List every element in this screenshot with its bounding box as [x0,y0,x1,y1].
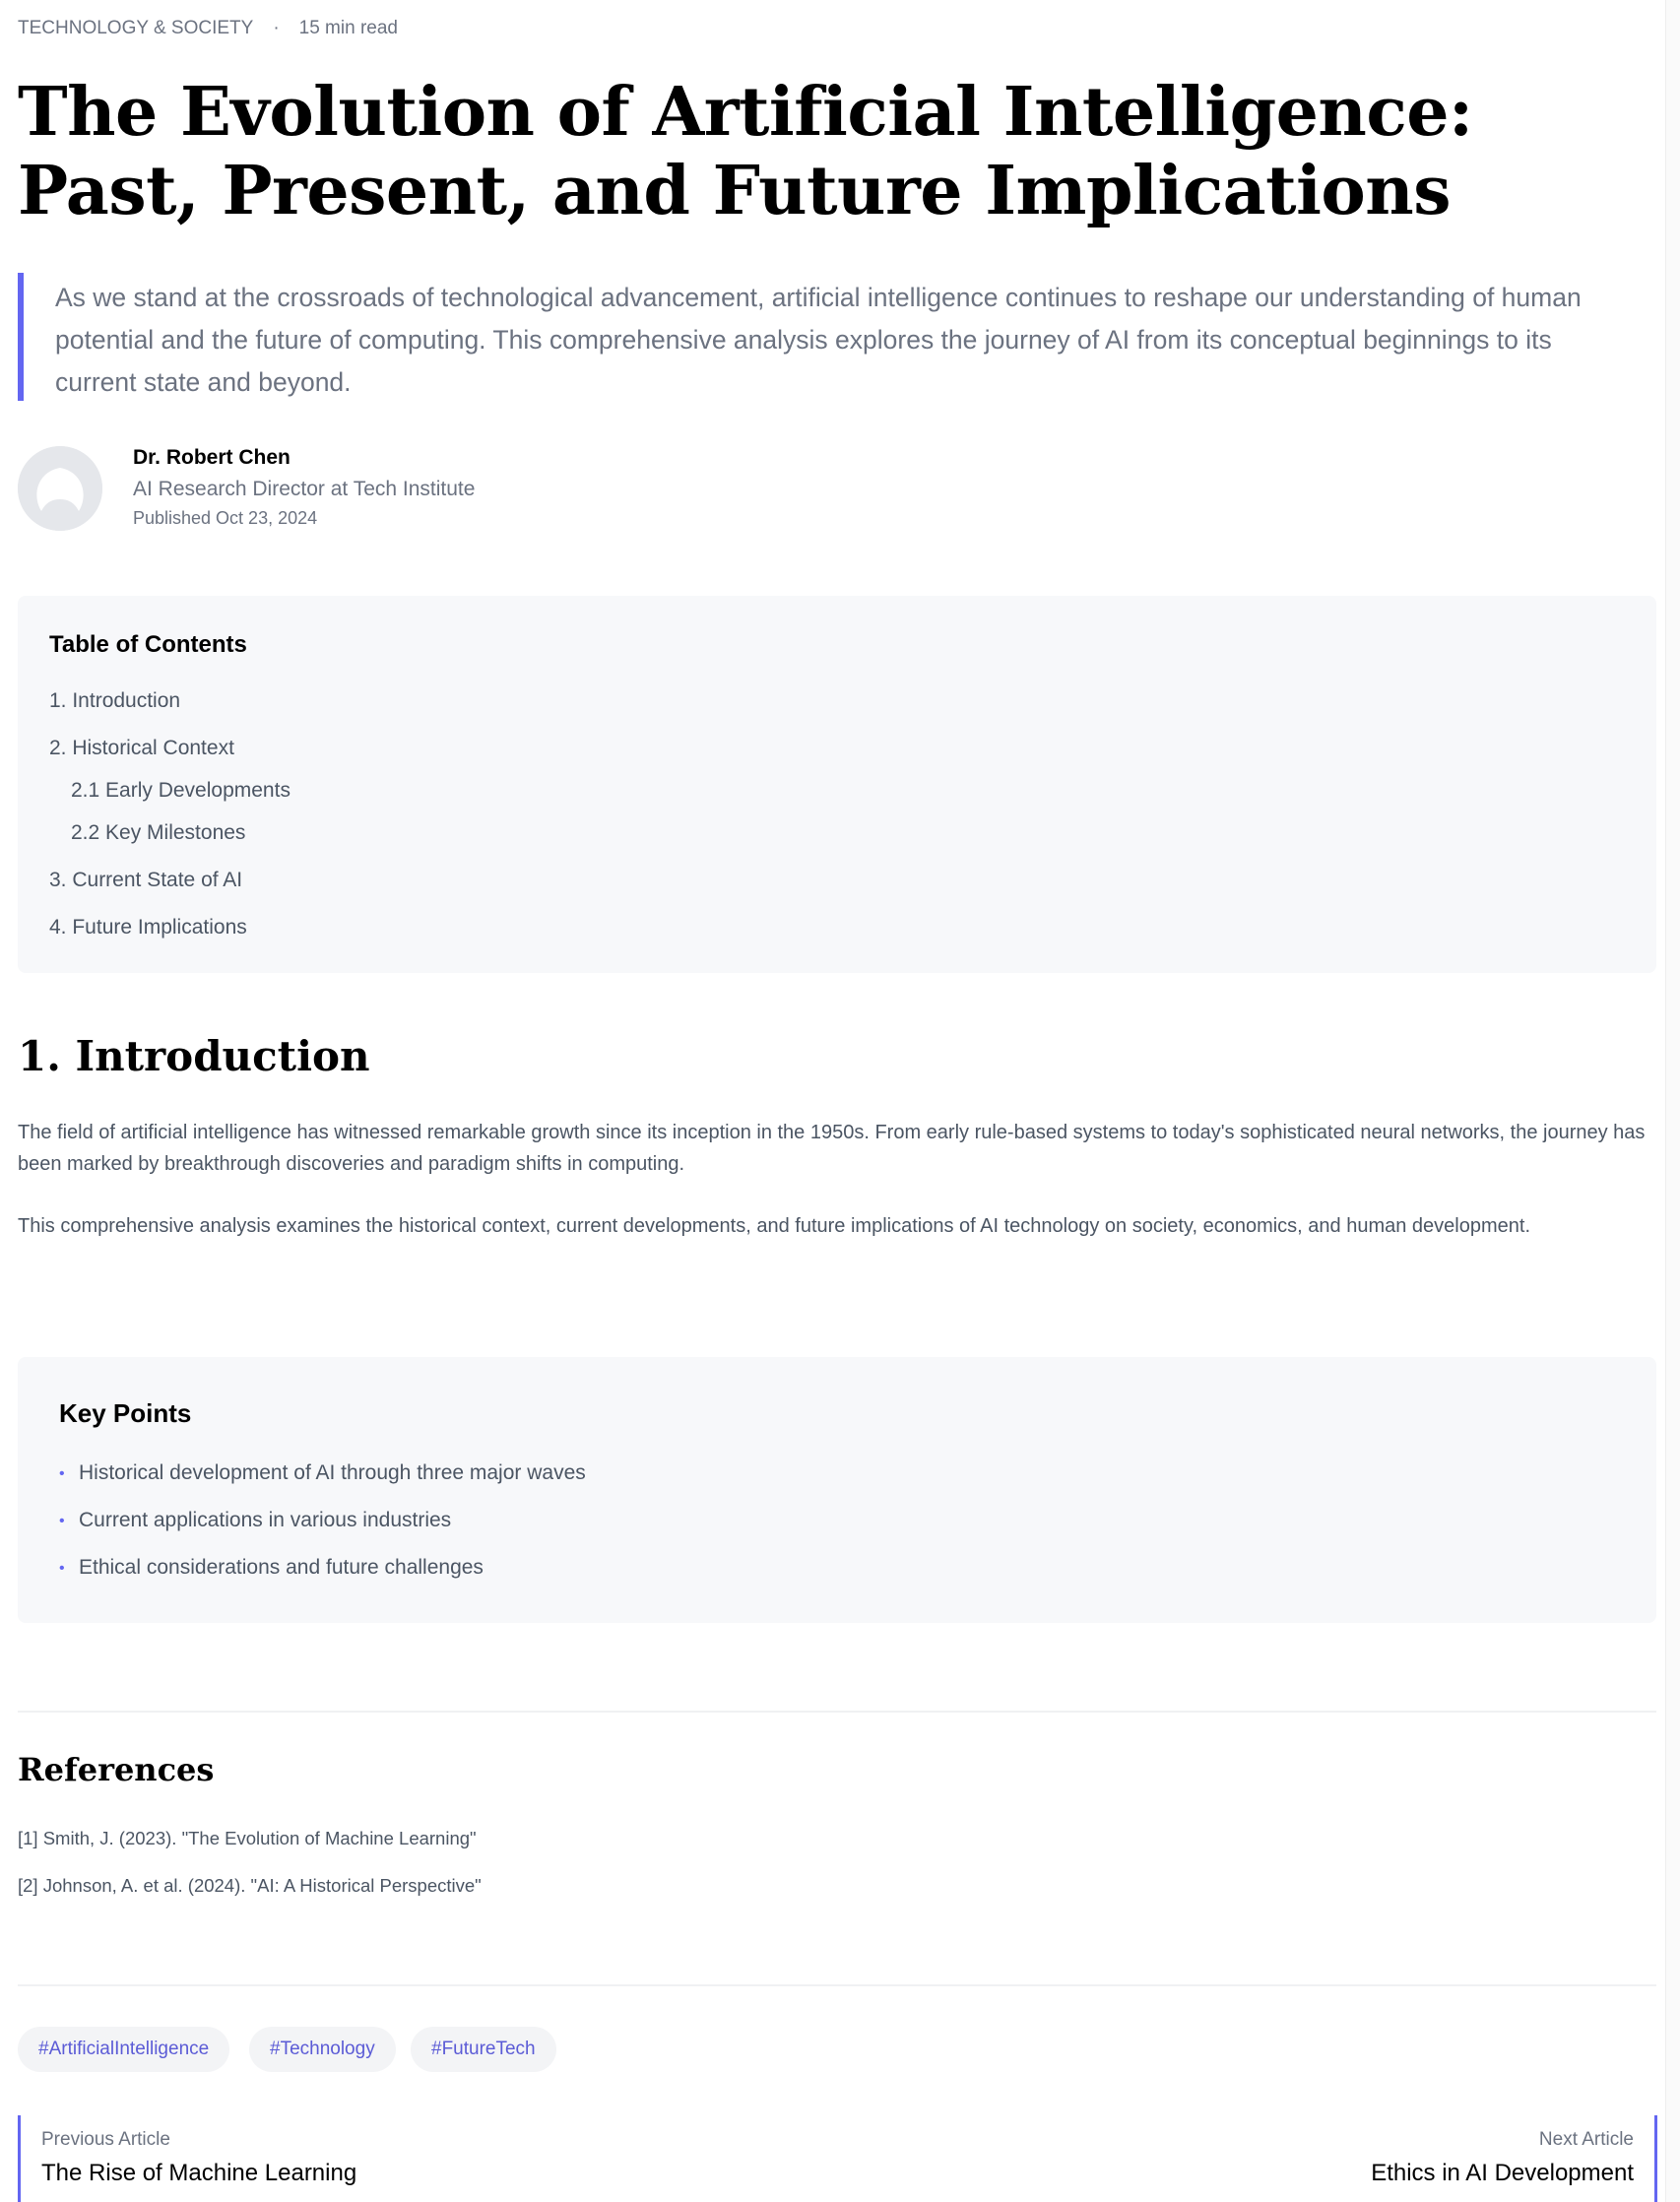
tag-technology[interactable]: #Technology [249,2027,396,2072]
section-heading-introduction: 1. Introduction [18,1032,370,1080]
key-point-text: Ethical considerations and future challenges [79,1556,484,1579]
previous-article-link[interactable] [18,2115,510,2202]
author-role: AI Research Director at Tech Institute [133,478,476,500]
key-point-text: Historical development of AI through three major waves [79,1461,586,1484]
table-of-contents [18,596,1656,973]
toc-title: Table of Contents [49,631,247,658]
key-point-item [59,1461,586,1485]
toc-link-introduction[interactable]: 1. Introduction [49,689,181,712]
publish-date: Published Oct 23, 2024 [133,508,318,528]
previous-article-title: The Rise of Machine Learning [41,2160,357,2186]
meta-separator: · [273,18,280,38]
reference-item: [2] Johnson, A. et al. (2024). "AI: A Historical Perspective" [18,1875,482,1896]
article-meta [18,18,398,39]
tag-artificial-intelligence[interactable]: #ArtificialIntelligence [18,2027,229,2072]
next-article-label: Next Article [1538,2129,1634,2150]
previous-article-label: Previous Article [41,2129,170,2150]
bullet-icon: • [59,1513,65,1529]
toc-link-historical-context[interactable]: 2. Historical Context [49,737,234,759]
key-point-text: Current applications in various industries [79,1509,452,1531]
article-title: The Evolution of Artificial Intelligence: Past, Present, and Future Implications [18,73,1473,230]
reference-item: [1] Smith, J. (2023). "The Evolution of Machine Learning" [18,1828,477,1848]
bullet-icon: • [59,1560,65,1577]
key-point-item [59,1556,484,1580]
page-scrollbar[interactable] [1665,0,1680,2202]
toc-link-current-state[interactable]: 3. Current State of AI [49,869,243,891]
author-avatar [18,446,102,531]
article-lead: As we stand at the crossroads of technological advancement, artificial intelligence continues to reshape our understanding of human potential and the future of computing. This comprehensive analysis explores the journey of AI from its conceptual beginnings to its current state and beyond. [18,273,1639,401]
avatar-placeholder-icon [18,446,102,531]
toc-link-future-implications[interactable]: 4. Future Implications [49,916,247,939]
intro-paragraph: This comprehensive analysis examines the historical context, current developments, and future implications of AI technology on society, economics, and human development. [18,1215,1530,1237]
references-heading: References [18,1751,215,1788]
section-divider [18,1984,1656,1986]
next-article-title: Ethics in AI Development [1371,2160,1634,2186]
key-points-title: Key Points [59,1398,192,1428]
next-article-link[interactable] [1165,2115,1657,2202]
author-block [18,446,707,533]
tag-future-tech[interactable]: #FutureTech [411,2027,556,2072]
intro-paragraph: The field of artificial intelligence has witnessed remarkable growth since its inception in the 1950s. From early rule-based systems to today's sophisticated neural networks, the journey has been marked by breakthrough discoveries and paradigm shifts in computing. [18,1122,1646,1175]
toc-link-key-milestones[interactable]: 2.2 Key Milestones [71,821,246,844]
toc-link-early-developments[interactable]: 2.1 Early Developments [71,779,291,802]
section-divider [18,1711,1656,1713]
read-time: 15 min read [298,18,398,38]
author-name: Dr. Robert Chen [133,446,291,469]
key-point-item [59,1509,451,1532]
key-points-box [18,1357,1656,1623]
category-label: TECHNOLOGY & SOCIETY [18,18,254,38]
bullet-icon: • [59,1465,65,1482]
